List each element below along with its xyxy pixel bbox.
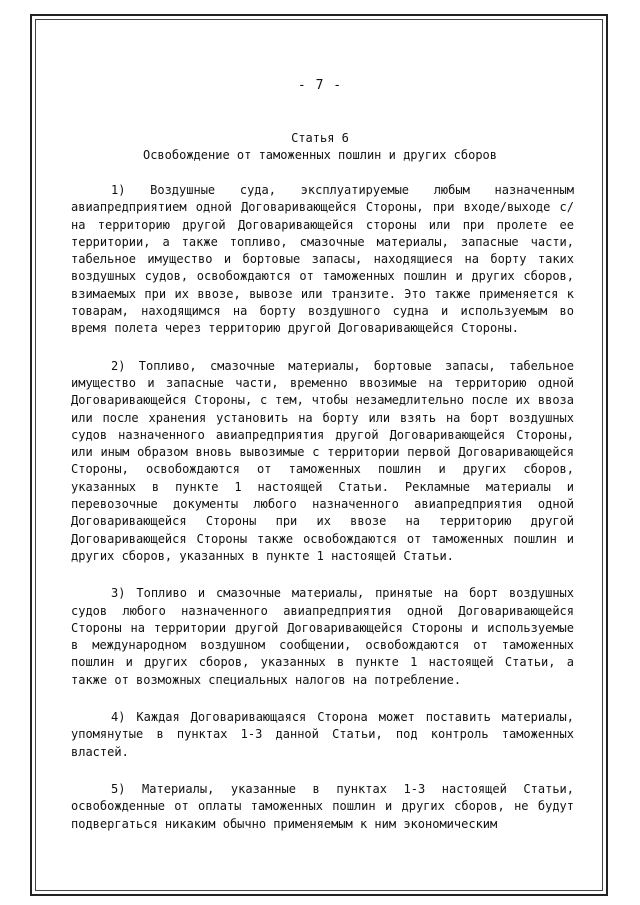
paragraph-4: 4) Каждая Договаривающаяся Сторона может поставить материалы, упомянутые в пунктах 1-3 данной Статьи, под контроль таможенных властей. [71, 710, 574, 759]
paragraph-5: 5) Материалы, указанные в пунктах 1-3 настоящей Статьи, освобожденные от оплаты таможенных пошлин и других сборов, не будут подвергаться никаким обычно применяемым к ним экономическим [71, 781, 574, 831]
article-title: Статья 6 [291, 131, 349, 145]
article-body [71, 182, 574, 853]
article-subtitle: Освобождение от таможенных пошлин и других сборов [142, 148, 497, 162]
paragraph-2: 2) Топливо, смазочные материалы, бортовые запасы, табельное имущество и запасные части, временно ввозимые на территорию одной Договаривающейся Стороны, с тем, чтобы незамедлительно после их ввоза или после хранения установить на борту или взять на борт воздушных судов назначенного авиапредприятия другой Договаривающейся Стороны, или иным образом вновь вывозимые с территории первой Договаривающейся Стороны, освобождаются от таможенных пошлин и других сборов, указанных в пункте 1 настоящей Статьи. Рекламные материалы и перевозочные документы любого назначенного авиапредприятия одной Договаривающейся Стороны при их ввозе на территорию другой Договаривающейся Стороны также освобождаются от таможенных пошлин и других сборов, указанных в пункте 1 настоящей Статьи. [71, 358, 574, 563]
paragraph-1: 1) Воздушные суда, эксплуатируемые любым назначенным авиапредприятием одной Договаривающейся Стороны, при входе/выходе с/на территорию другой Договаривающейся стороны или при пролете ее территории, а также топливо, смазочные материалы, запасные части, табельное имущество и бортовые запасы, находящиеся на борту таких воздушных судов, освобождаются от таможенных пошлин и других сборов, взимаемых при их ввозе, вывозе или транзите. Это также применяется к товарам, находящимся на борту воздушного судна и используемым во время полета через территорию другой Договаривающейся Стороны. [71, 183, 574, 336]
paragraph-3: 3) Топливо и смазочные материалы, принятые на борт воздушных судов любого назначенного авиапредприятия одной Договаривающейся Стороны на территории другой Договаривающейся Стороны и используемые в международном воздушном сообщении, освобождаются от таможенных пошлин и других сборов, указанных в пункте 1 настоящей Статьи, а также от возможных специальных налогов на потребление. [71, 586, 574, 687]
page-number: - 7 - [297, 78, 343, 93]
